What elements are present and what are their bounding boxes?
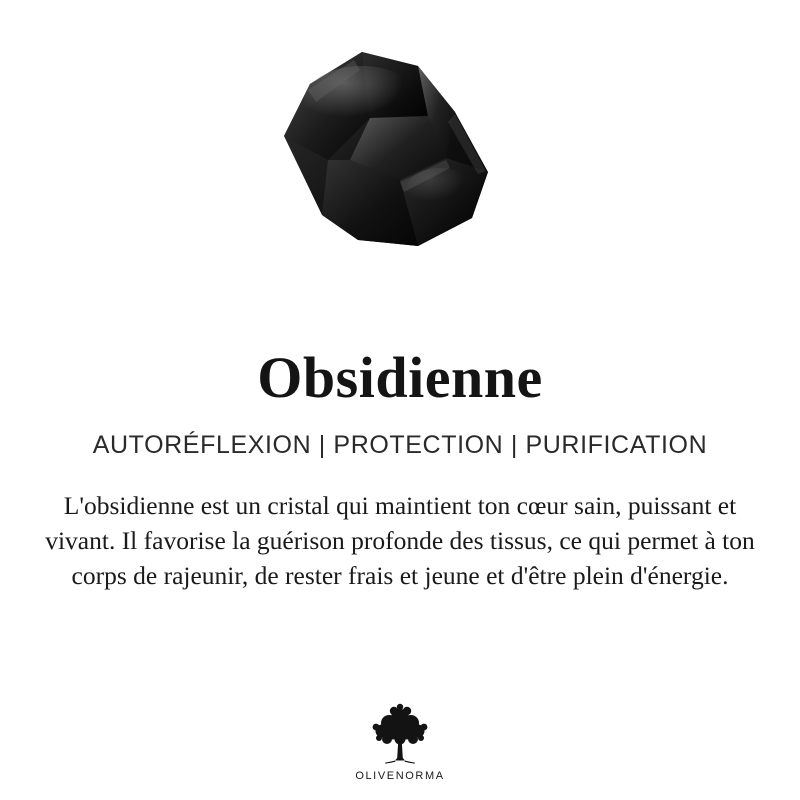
brand-logo bbox=[0, 702, 800, 782]
description-text: L'obsidienne est un cristal qui maintient ton cœur sain, puissant et vivant. Il favorise la guérison profonde des tissus, ce qui permet à ton corps de rajeunir, de rester frais et jeune et d'être plein d'énergie. bbox=[45, 490, 755, 591]
obsidian-stone-icon bbox=[250, 40, 550, 290]
stone-image-area bbox=[0, 0, 800, 330]
page-title: Obsidienne bbox=[257, 345, 543, 410]
brand-name: OLIVENORMA bbox=[355, 770, 445, 782]
keywords-line: AUTORÉFLEXION | PROTECTION | PURIFICATION bbox=[92, 430, 708, 459]
obsidian-stone-image bbox=[250, 40, 550, 290]
stone-highlight-a bbox=[304, 66, 420, 134]
tree-logo-icon bbox=[364, 702, 436, 768]
